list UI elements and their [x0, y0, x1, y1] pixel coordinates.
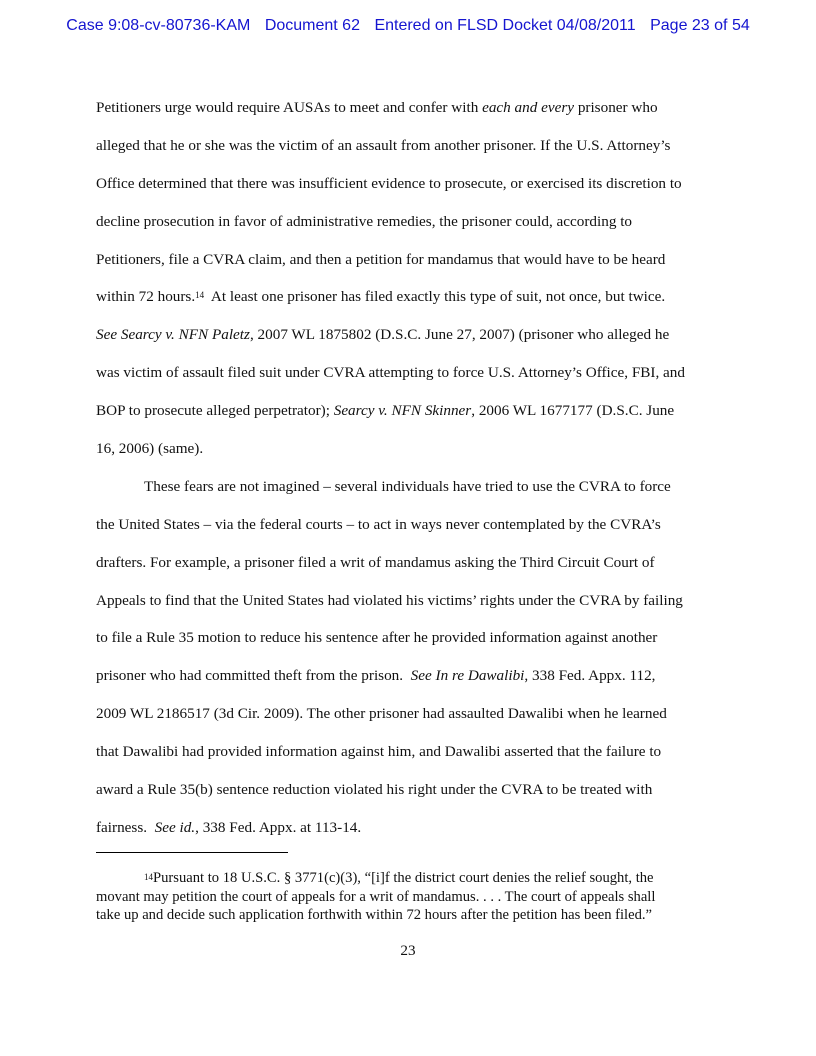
- page-number: 23: [400, 942, 416, 959]
- footnote-divider: [96, 852, 288, 853]
- text-line: These fears are not imagined – several individuals have tried to use the CVRA to force: [144, 477, 671, 495]
- text-line: fairness. See id., 338 Fed. Appx. at 113-14.: [96, 818, 362, 836]
- text-line: was victim of assault filed suit under CVRA attempting to force U.S. Attorney’s Office, FBI, and: [96, 364, 685, 382]
- text-line: within 72 hours.$^{14}$ At least one prisoner has filed exactly this type of suit, not once, but twice.: [96, 288, 666, 306]
- docket-entry: Entered on FLSD Docket 04/08/2011: [374, 17, 636, 34]
- text-line: Office determined that there was insufficient evidence to prosecute, or exercised its discretion to: [96, 174, 682, 192]
- text-line: drafters. For example, a prisoner filed a writ of mandamus asking the Third Circuit Court of: [96, 553, 655, 571]
- text-line: 16, 2006) (same).: [96, 440, 204, 458]
- text-line: the United States – via the federal courts – to act in ways never contemplated by the CVRA’s: [96, 515, 661, 533]
- text-line: Appeals to find that the United States had violated his victims’ rights under the CVRA by failing: [96, 591, 683, 609]
- page-of-total: Page 23 of 54: [650, 17, 750, 34]
- footnote-marker: 14: [144, 872, 153, 882]
- footnote-line: take up and decide such application forthwith within 72 hours after the petition has been filed.”: [96, 907, 653, 924]
- text-line: 2009 WL 2186517 (3d Cir. 2009). The other prisoner had assaulted Dawalibi when he learned: [96, 705, 667, 723]
- case-number: Case 9:08-cv-80736-KAM: [66, 17, 251, 34]
- text-line: that Dawalibi had provided information against him, and Dawalibi asserted that the failure to: [96, 743, 662, 761]
- body-text: [96, 89, 720, 847]
- text-line: alleged that he or she was the victim of an assault from another prisoner. If the U.S. Attorney’s: [96, 136, 671, 154]
- document-number: Document 62: [264, 17, 360, 34]
- text-line: Petitioners urge would require AUSAs to meet and confer with each and every prisoner who: [96, 99, 658, 116]
- footnote-ref: 14: [195, 290, 205, 301]
- text-line: prisoner who had committed theft from the prison. See In re Dawalibi, 338 Fed. Appx. 112,: [96, 667, 656, 685]
- text-line: BOP to prosecute alleged perpetrator); Searcy v. NFN Skinner, 2006 WL 1677177 (D.S.C. June: [96, 402, 675, 420]
- text-line: See Searcy v. NFN Paletz, 2007 WL 1875802 (D.S.C. June 27, 2007) (prisoner who alleged he: [96, 326, 670, 344]
- text-line: to file a Rule 35 motion to reduce his sentence after he provided information against another: [96, 629, 658, 647]
- text-line: Petitioners, file a CVRA claim, and then a petition for mandamus that would have to be heard: [96, 250, 666, 268]
- footnote-line: movant may petition the court of appeals for a writ of mandamus. . . . The court of appeals shall: [96, 888, 656, 905]
- footnote-line: $^{14}$Pursuant to 18 U.S.C. § 3771(c)(3), “[i]f the district court denies the relief sought, the: [144, 870, 654, 886]
- footnote: [96, 869, 720, 925]
- text-line: decline prosecution in favor of administrative remedies, the prisoner could, according to: [96, 212, 633, 230]
- text-line: award a Rule 35(b) sentence reduction violated his right under the CVRA to be treated with: [96, 781, 653, 799]
- docket-header: [0, 17, 816, 35]
